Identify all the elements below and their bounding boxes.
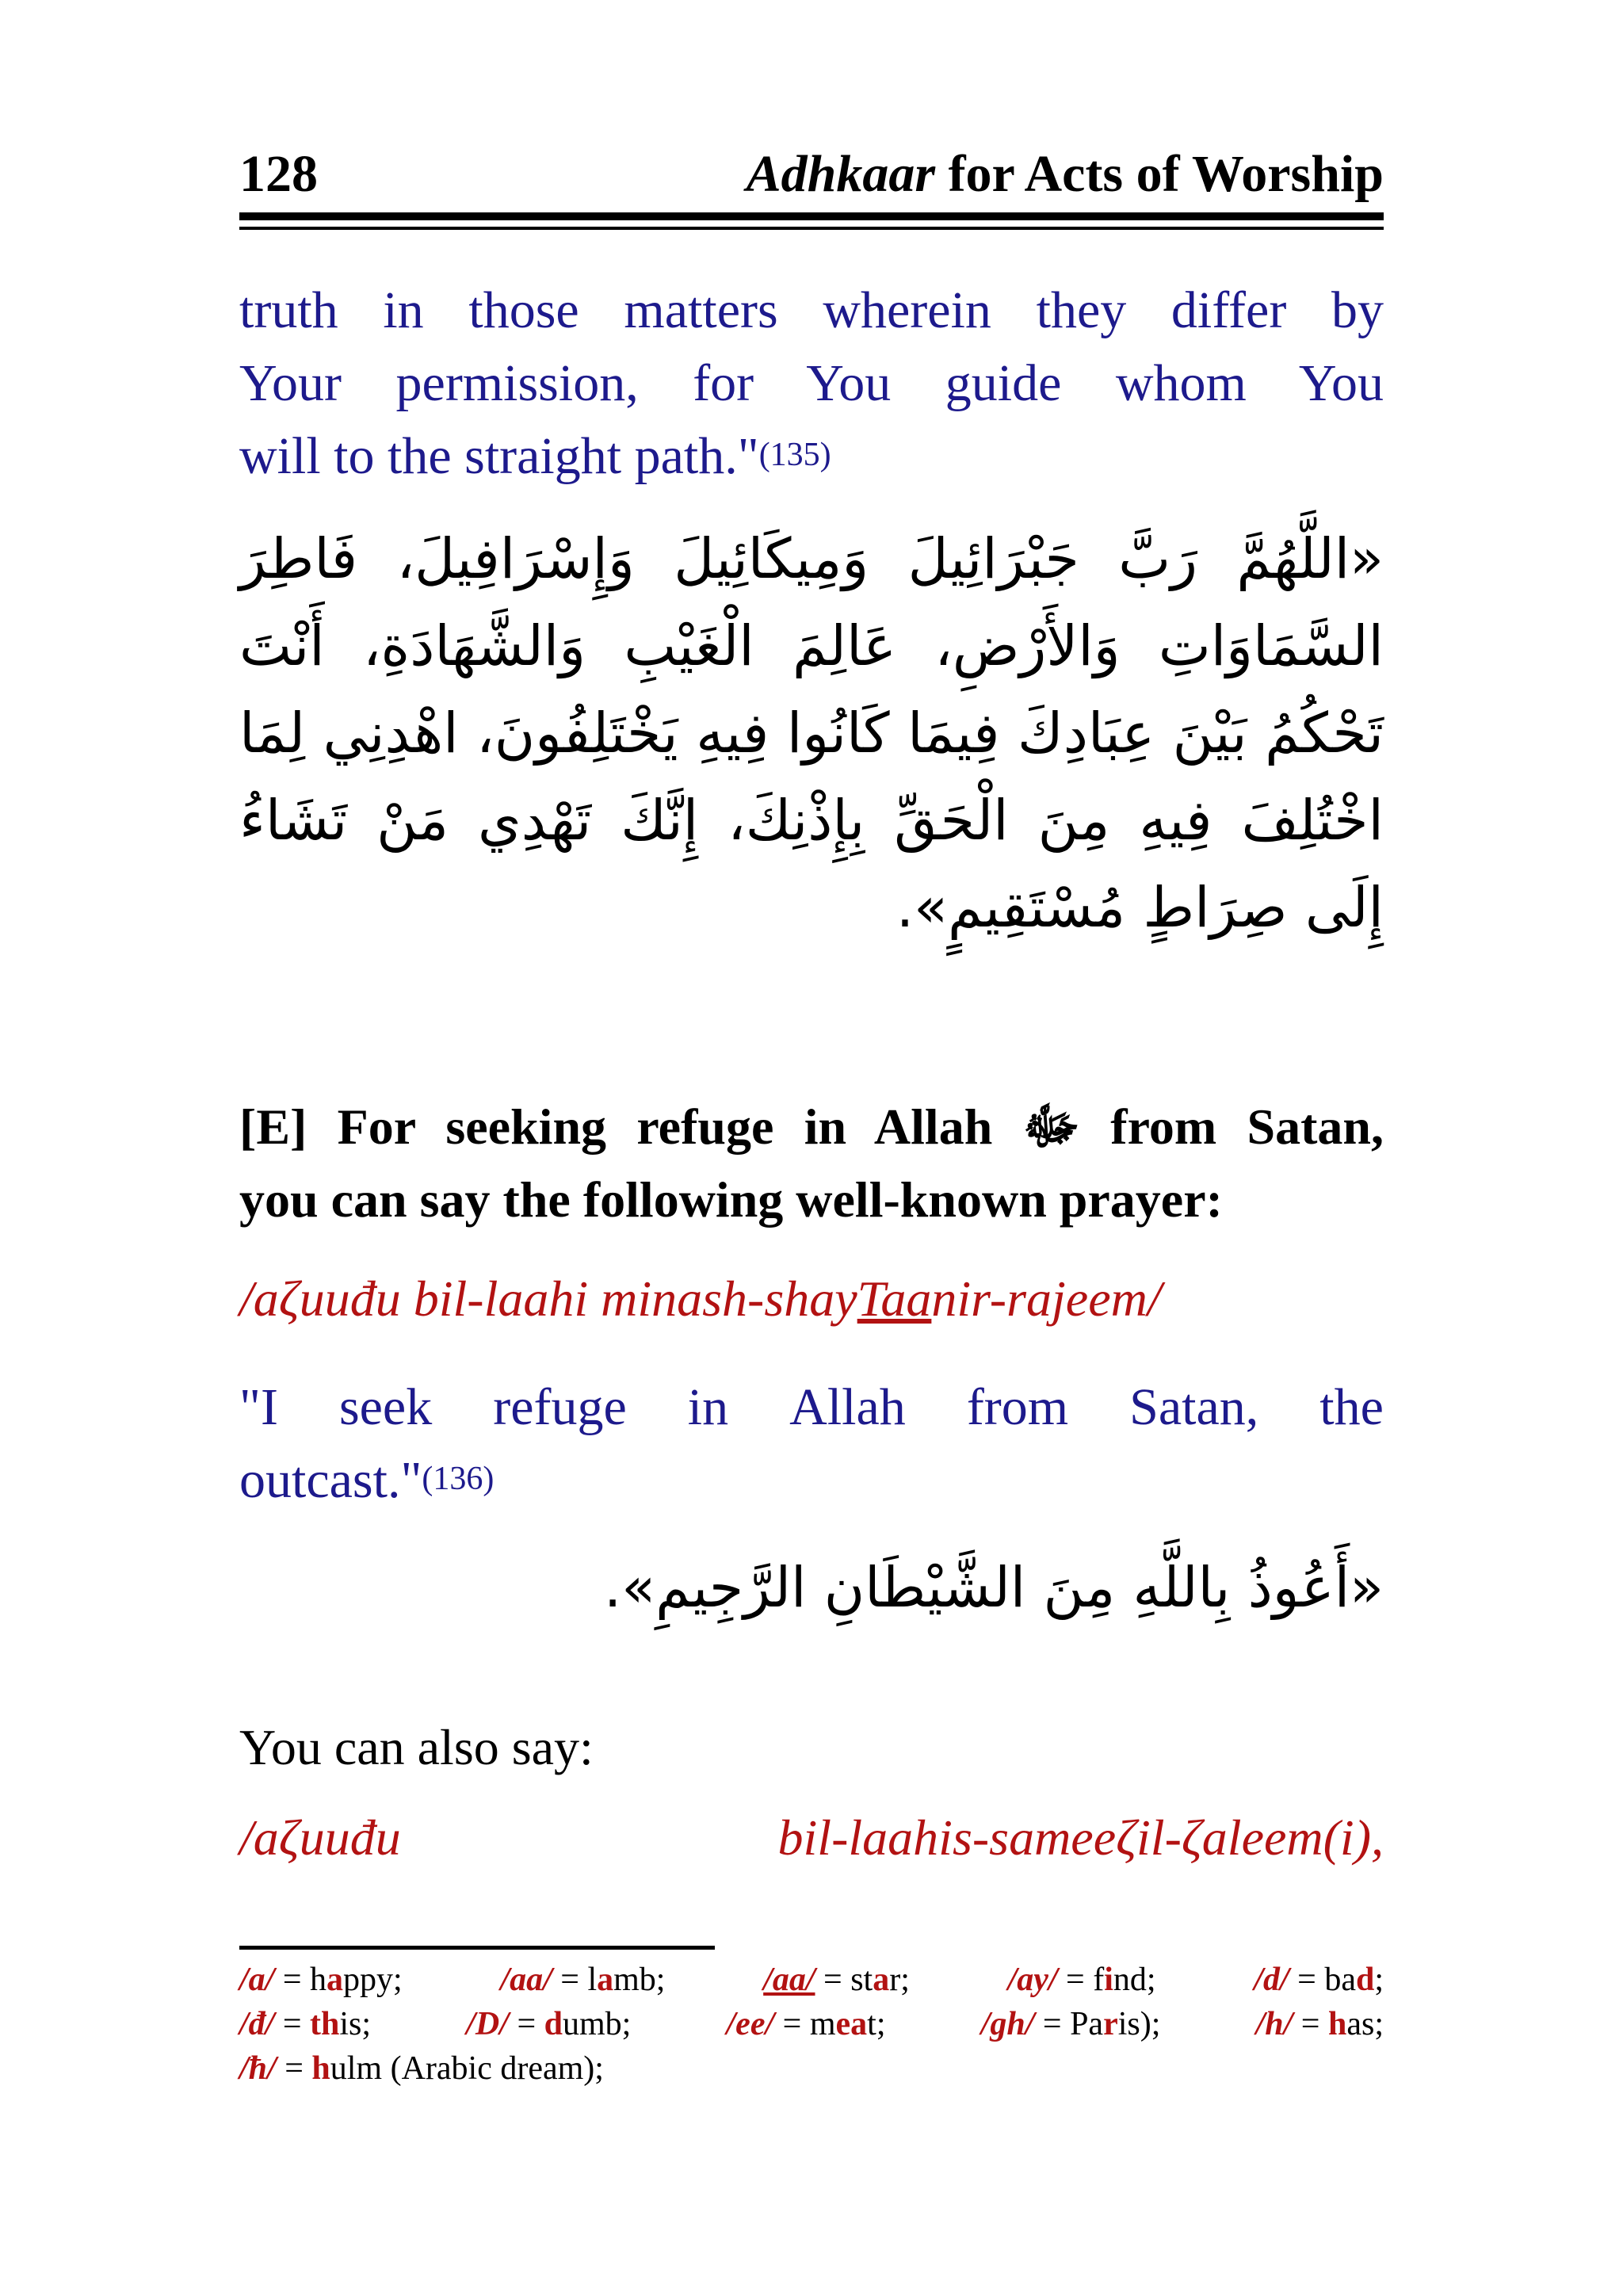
footnote-line1 <box>239 1958 1384 2002</box>
footnote-rule <box>239 1946 715 1950</box>
translation-paragraph-2 <box>239 1371 1384 1517</box>
para1-line3 <box>239 420 1384 493</box>
para2-word: the <box>1319 1378 1384 1436</box>
para2-word: in <box>687 1378 729 1436</box>
fn-entry: /ay/ = find; <box>1007 1962 1156 1998</box>
fn-entry: /D/ = dumb; <box>466 2006 632 2042</box>
transliteration-2 <box>239 1802 1384 1874</box>
fn-entry: /aa/ = star; <box>763 1962 910 1998</box>
fn-entry: /ee/ = meat; <box>726 2006 886 2042</box>
para2-line1 <box>239 1371 1384 1444</box>
header-rule-thick <box>239 212 1384 220</box>
arabic-supplication-1: «اللَّهُمَّ رَبَّ جَبْرَائِيلَ وَمِيكَائِيلَ وَإِسْرَافِيلَ، فَاطِرَ السَّمَاوَاتِ وَالأَرْضِ، عَالِمَ الْغَيْبِ وَالشَّهَادَةِ، أَنْتَ تَحْكُمُ بَيْنَ عِبَادِكَ فِيمَا كَانُوا فِيهِ يَخْتَلِفُونَ، اهْدِنِي لِمَا اخْتُلِفَ فِيهِ مِنَ الْحَقِّ بِإِذْنِكَ، إِنَّكَ تَهْدِي مَنْ تَشَاءُ إِلَى صِرَاطٍ مُسْتَقِيمٍ». <box>239 526 1384 940</box>
translation-paragraph-1 <box>239 274 1384 493</box>
running-title <box>747 141 1384 208</box>
fn-entry: /d/ = bad; <box>1254 1962 1384 1998</box>
section-e-line2: you can say the following well-known prayer: <box>239 1171 1223 1228</box>
translit1-before: /aζuuđu bil-laahi minash-shay <box>239 1270 857 1327</box>
para2-word: seek <box>338 1378 433 1436</box>
translit2-left: /aζuuđu <box>239 1809 401 1866</box>
translit1-after: nir-rajeem/ <box>931 1270 1162 1327</box>
fn-entry: /ħ/ = hulm (Arabic dream); <box>239 2050 604 2087</box>
fn-entry: /gh/ = Paris); <box>980 2006 1161 2042</box>
footnote-line3 <box>239 2046 1384 2091</box>
para1-line1: truth in those matters wherein they differ by <box>239 281 1384 339</box>
transliteration-1 <box>239 1263 1384 1335</box>
also-say-text: You can also say: <box>239 1719 594 1775</box>
fn-entry: /aa/ = lamb; <box>500 1962 666 1998</box>
page <box>239 0 1384 2296</box>
translit2-right: bil-laahis-sameeζil-ζaleem(i), <box>777 1809 1384 1866</box>
section-e-heading <box>239 1091 1384 1236</box>
para1-line2: Your permission, for You guide whom You <box>239 354 1384 412</box>
header-rule-thin <box>239 227 1384 230</box>
page-number: 128 <box>239 145 318 203</box>
section-e-line1: [E] For seeking refuge in Allah ﷻ from Satan, <box>239 1098 1384 1155</box>
translit1-underlined: Taa <box>857 1270 932 1327</box>
para2-word: refuge <box>493 1378 627 1436</box>
fn-entry: /h/ = has; <box>1255 2006 1384 2042</box>
para2-word: Allah <box>789 1378 906 1436</box>
running-title-italic: Adhkaar <box>746 145 936 203</box>
fn-entry: /a/ = happy; <box>239 1962 403 1998</box>
para2-word: from <box>966 1378 1069 1436</box>
footnote-ref-136: (136) <box>422 1461 495 1497</box>
para2-word: Satan, <box>1129 1378 1259 1436</box>
fn-entry: /đ/ = this; <box>239 2006 372 2042</box>
arabic-supplication-2: «أَعُوذُ بِاللَّهِ مِنَ الشَّيْطَانِ الرَّجِيمِ». <box>604 1555 1384 1620</box>
para2-line2-text: outcast." <box>239 1451 422 1509</box>
running-title-rest: for Acts of Worship <box>935 145 1384 203</box>
footnote-line2 <box>239 2002 1384 2046</box>
para2-line2 <box>239 1444 1384 1517</box>
para2-word: "I <box>239 1378 278 1436</box>
running-header <box>239 141 1384 208</box>
para1-line3-text: will to the straight path." <box>239 427 759 485</box>
footnote <box>239 1958 1384 2091</box>
footnote-ref-135: (135) <box>758 437 831 473</box>
